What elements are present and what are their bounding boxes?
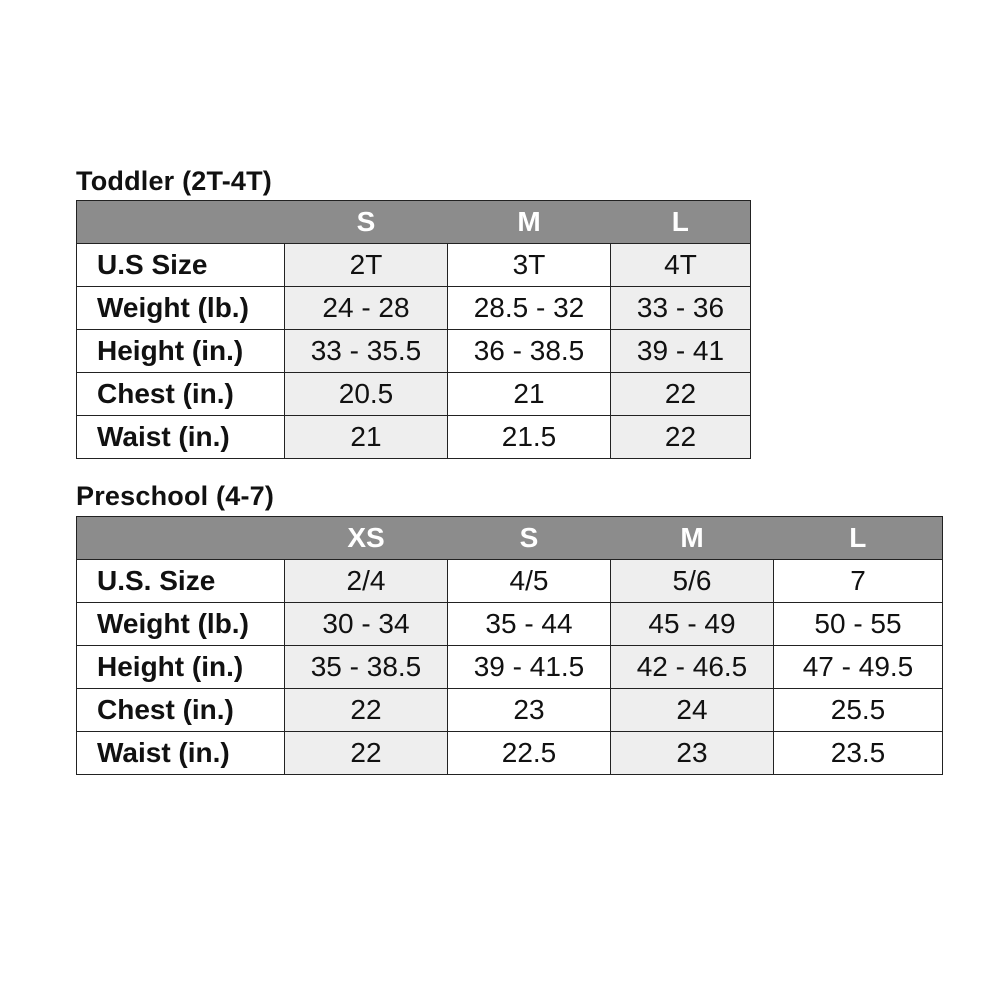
table-cell: 24: [611, 689, 774, 732]
table-cell: 7: [774, 560, 943, 603]
table-cell: 23.5: [774, 732, 943, 775]
row-label: U.S Size: [77, 244, 285, 287]
table-row: [77, 560, 943, 603]
table-cell: 28.5 - 32: [448, 287, 611, 330]
table-cell: 3T: [448, 244, 611, 287]
table-cell: 22: [611, 373, 751, 416]
table-cell: 21.5: [448, 416, 611, 459]
table-row: [77, 689, 943, 732]
preschool-section-title: Preschool (4-7): [76, 481, 275, 511]
table-cell: 47 - 49.5: [774, 646, 943, 689]
table-cell: 30 - 34: [285, 603, 448, 646]
table-cell: 23: [611, 732, 774, 775]
table-cell: 39 - 41: [611, 330, 751, 373]
table-cell: 35 - 44: [448, 603, 611, 646]
table-cell: 23: [448, 689, 611, 732]
size-header-cell: L: [611, 201, 751, 244]
size-header-cell: XS: [285, 517, 448, 560]
table-row: [77, 646, 943, 689]
size-header-cell: M: [611, 517, 774, 560]
row-label: Chest (in.): [77, 689, 285, 732]
row-label: Chest (in.): [77, 373, 285, 416]
preschool-header-row: [77, 517, 943, 560]
row-label: Waist (in.): [77, 416, 285, 459]
toddler-size-table: [76, 200, 751, 459]
row-label: U.S. Size: [77, 560, 285, 603]
table-cell: 22: [285, 732, 448, 775]
table-row: [77, 603, 943, 646]
table-row: [77, 244, 751, 287]
preschool-size-table: [76, 516, 943, 775]
table-cell: 22.5: [448, 732, 611, 775]
table-cell: 2/4: [285, 560, 448, 603]
table-cell: 45 - 49: [611, 603, 774, 646]
table-cell: 33 - 35.5: [285, 330, 448, 373]
table-row: [77, 373, 751, 416]
table-cell: 33 - 36: [611, 287, 751, 330]
table-cell: 25.5: [774, 689, 943, 732]
toddler-header-row: [77, 201, 751, 244]
row-label: Waist (in.): [77, 732, 285, 775]
size-header-cell: M: [448, 201, 611, 244]
header-blank-cell: [77, 517, 285, 560]
table-cell: 36 - 38.5: [448, 330, 611, 373]
table-row: [77, 330, 751, 373]
table-row: [77, 287, 751, 330]
row-label: Height (in.): [77, 646, 285, 689]
table-cell: 22: [285, 689, 448, 732]
table-cell: 20.5: [285, 373, 448, 416]
table-cell: 21: [448, 373, 611, 416]
row-label: Height (in.): [77, 330, 285, 373]
toddler-section-title: Toddler (2T-4T): [76, 166, 272, 196]
table-cell: 2T: [285, 244, 448, 287]
table-cell: 50 - 55: [774, 603, 943, 646]
table-cell: 42 - 46.5: [611, 646, 774, 689]
table-row: [77, 416, 751, 459]
table-cell: 4/5: [448, 560, 611, 603]
table-cell: 22: [611, 416, 751, 459]
table-cell: 5/6: [611, 560, 774, 603]
table-cell: 24 - 28: [285, 287, 448, 330]
table-cell: 4T: [611, 244, 751, 287]
size-header-cell: L: [774, 517, 943, 560]
table-cell: 21: [285, 416, 448, 459]
row-label: Weight (lb.): [77, 603, 285, 646]
row-label: Weight (lb.): [77, 287, 285, 330]
header-blank-cell: [77, 201, 285, 244]
table-row: [77, 732, 943, 775]
size-header-cell: S: [285, 201, 448, 244]
size-header-cell: S: [448, 517, 611, 560]
table-cell: 35 - 38.5: [285, 646, 448, 689]
table-cell: 39 - 41.5: [448, 646, 611, 689]
